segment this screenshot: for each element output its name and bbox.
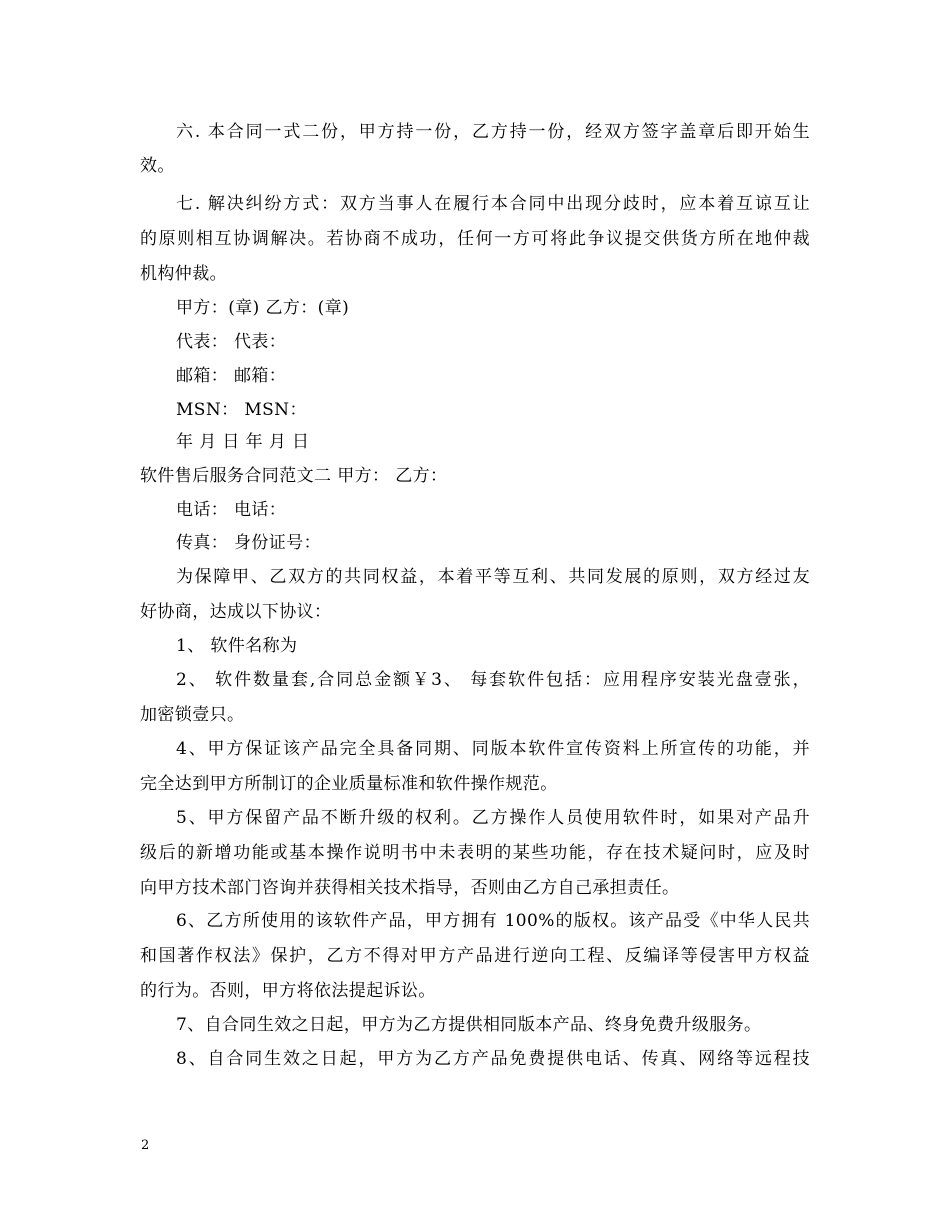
clause-line: 向甲方技术部门咨询并获得相关技术指导，否则由乙方自己承担责任。 (140, 878, 680, 898)
signature-line: MSN： MSN： (176, 400, 307, 420)
signature-line: 代表： 代表： (176, 332, 287, 352)
contact-line: 传真： 身份证号： (176, 533, 322, 553)
clause-line: 7、自合同生效之日起，甲方为乙方提供相同版本产品、终身免费升级服务。 (176, 1015, 762, 1035)
paragraph-line: 好协商，达成以下协议： (140, 602, 332, 622)
clause-line: 2、 软件数量套,合同总金额￥3、 每套软件包括：应用程序安装光盘壹张， (176, 670, 810, 690)
clause-line: 8、自合同生效之日起，甲方为乙方产品免费提供电话、传真、网络等远程技 (176, 1049, 810, 1069)
clause-line: 4、甲方保证该产品完全具备同期、同版本软件宣传资料上所宣传的功能，并 (176, 739, 810, 759)
signature-line: 邮箱： 邮箱： (176, 366, 287, 386)
section-title-line: 软件售后服务合同范文二 甲方： 乙方： (140, 466, 448, 486)
clause-line: 和国著作权法》保护，乙方不得对甲方产品进行逆向工程、反编译等侵害甲方权益 (140, 946, 810, 966)
clause-line: 5、甲方保留产品不断升级的权利。乙方操作人员使用软件时，如果对产品升 (176, 808, 810, 828)
clause-line: 完全达到甲方所制订的企业质量标准和软件操作规范。 (140, 774, 558, 794)
paragraph-line: 为保障甲、乙双方的共同权益，本着平等互利、共同发展的原则，双方经过友 (176, 567, 810, 587)
signature-line: 甲方：(章) 乙方：(章) (176, 298, 350, 318)
clause-line: 1、 软件名称为 (176, 636, 298, 656)
paragraph-line: 的原则相互协调解决。若协商不成功，任何一方可将此争议提交供货方所在地仲裁 (140, 229, 810, 249)
clause-line: 6、乙方所使用的该软件产品，甲方拥有 100%的版权。该产品受《中华人民共 (176, 911, 810, 931)
clause-line: 的行为。否则，甲方将依法提起诉讼。 (140, 981, 436, 1001)
paragraph-line: 六. 本合同一式二份，甲方持一份，乙方持一份，经双方签字盖章后即开始生 (176, 122, 810, 142)
paragraph-line: 七. 解决纠纷方式：双方当事人在履行本合同中出现分歧时，应本着互谅互让 (176, 194, 810, 214)
page-number: 2 (141, 1138, 150, 1153)
clause-line: 级后的新增功能或基本操作说明书中未表明的某些功能，存在技术疑问时，应及时 (140, 843, 810, 863)
contact-line: 电话： 电话： (176, 500, 287, 520)
paragraph-line: 效。 (140, 156, 175, 176)
paragraph-line: 机构仲裁。 (140, 264, 227, 284)
date-line: 年 月 日 年 月 日 (176, 432, 310, 452)
clause-line: 加密锁壹只。 (140, 705, 245, 725)
